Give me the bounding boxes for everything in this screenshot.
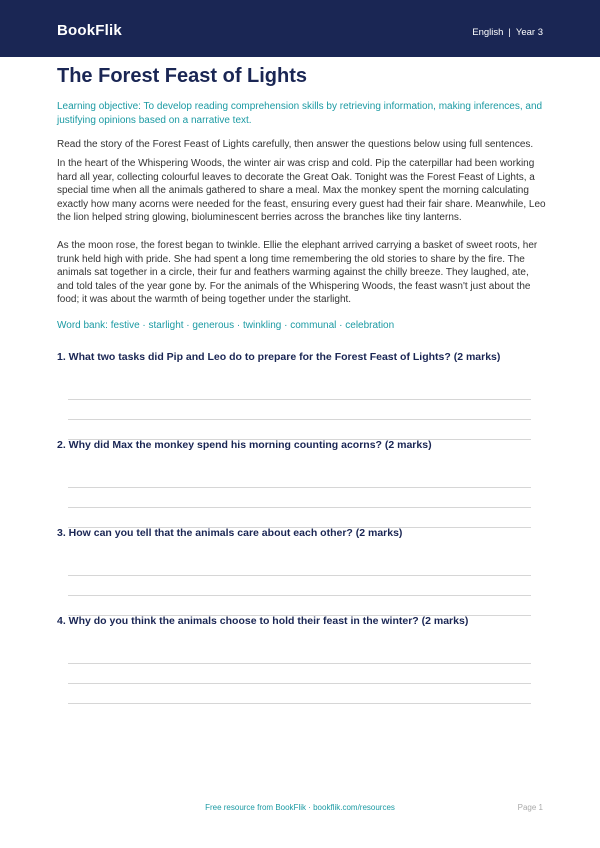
year-label: Year 3: [515, 27, 543, 38]
answer-line[interactable]: [68, 663, 531, 664]
header-bar: [0, 0, 600, 57]
question-3: 3. How can you tell that the animals care about each other? (2 marks): [57, 527, 403, 539]
answer-line[interactable]: [68, 399, 531, 400]
answer-line[interactable]: [68, 487, 531, 488]
word-bank: Word bank: festive · starlight · generous · twinkling · communal · celebration: [57, 320, 395, 331]
answer-line[interactable]: [68, 575, 531, 576]
learning-objective: Learning objective: To develop reading comprehension skills by retrieving information, making inferences, and justifying opinions based on a narrative text.: [57, 101, 543, 126]
brand-logo[interactable]: BookFlik: [57, 22, 122, 39]
instructions: Read the story of the Forest Feast of Lights carefully, then answer the questions below using full sentences.: [57, 139, 534, 150]
question-1: 1. What two tasks did Pip and Leo do to prepare for the Forest Feast of Lights? (2 marks): [57, 351, 501, 363]
worksheet-title: The Forest Feast of Lights: [57, 65, 308, 87]
separator: |: [508, 27, 511, 38]
story-paragraph-2: As the moon rose, the forest began to twinkle. Ellie the elephant arrived carrying a basket of sweet roots, her trunk held high with pride. She had spent a long time remembering the old stories to share by the fire. The animals sat together in a circle, their fur and feathers warming against the chilly breeze. They laughed, ate, and told tales of the year gone by. For the animals of the Whispering Woods, the feast wasn't just about the food; it was about the warmth of being together under the starlight.: [57, 240, 538, 305]
answer-line[interactable]: [68, 703, 531, 704]
answer-line[interactable]: [68, 595, 531, 596]
answer-line[interactable]: [68, 507, 531, 508]
question-4: 4. Why do you think the animals choose to hold their feast in the winter? (2 marks): [57, 615, 469, 627]
subject-year-label: [472, 27, 543, 39]
footer: [0, 802, 600, 814]
subject-label: English: [472, 27, 504, 38]
answer-line[interactable]: [68, 419, 531, 420]
question-2: 2. Why did Max the monkey spend his morning counting acorns? (2 marks): [57, 439, 432, 451]
page-number: Page 1: [517, 803, 543, 812]
story-paragraph-1: In the heart of the Whispering Woods, the winter air was crisp and cold. Pip the caterpillar had been working hard all year, collecting colourful leaves to decorate the Great Oak. Tonight was the Forest Feast of Lights, a special time when all the animals gathered to share a meal. Max the monkey spent the morning calculating exactly how many acorns were needed for the feast, ensuring every guest had their fair share. Meanwhile, Leo the lion helped string glowing, bioluminescent berries across the branches like tiny lanterns.: [57, 158, 546, 223]
footer-credit[interactable]: Free resource from BookFlik · bookflik.com/resources: [205, 803, 395, 812]
answer-line[interactable]: [68, 683, 531, 684]
